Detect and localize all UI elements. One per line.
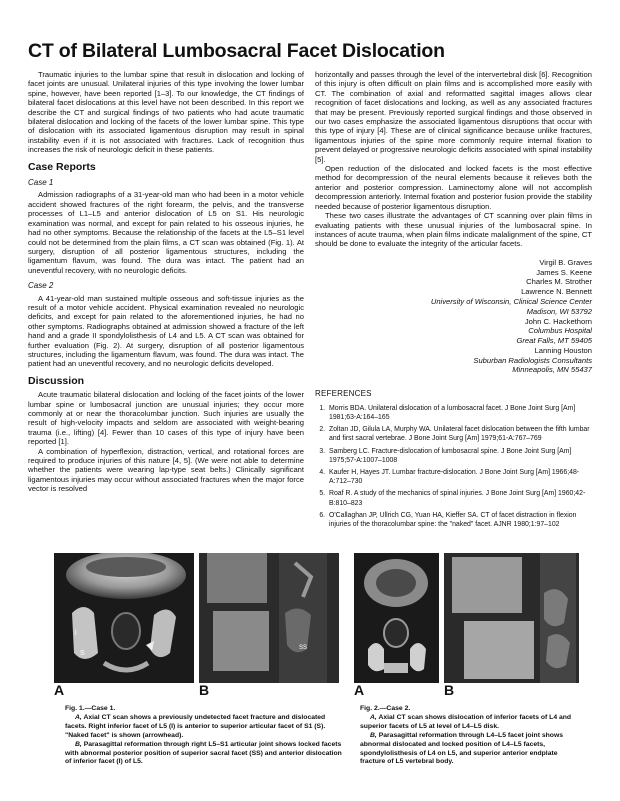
affiliation-city: Minneapolis, MN 55437 (512, 365, 592, 375)
reference-item: 4. Kaufer H, Hayes JT. Lumbar fracture-dislocation. J Bone Joint Surg [Am] 1966;48-A:712–730 (327, 468, 592, 486)
affiliation: University of Wisconsin, Clinical Science Center (430, 296, 592, 306)
discussion-paragraph-3: horizontally and passes through the level of the intervertebral disk [6]. Recognition of this injury is often difficult on plain films and is accomplished more easily with CT. The combination of axial and reformatted sagittal images allows clear recognition of facet dislocations and locking, as well as any associated fractures that may be present. Previously reported surgical findings and those observed in our two cases emphasize the associated ligamentous disruptions that occur with this type of injury [4]. These are of clinical significance because unlike fractures, ligamentous injuries of the spine more commonly require internal fixation to prevent delayed or progressive neurologic deficits associated with spinal instability [5]. (315, 70, 592, 164)
discussion-paragraph-2: A combination of hyperflexion, distraction, vertical, and rotational forces are required to produce injuries of this nature [4, 5]. (We were not able to determine whether the patients were wearing lap-type seat belts.) Clinically significant ligamentous injuries may occur without associated fractures when the major force vector is resolved (28, 446, 304, 494)
figure1-panel-a-label: A (54, 682, 65, 698)
author-signature (315, 258, 592, 376)
figure2b-sagittal-ct-image (444, 553, 579, 683)
reference-item: 3. Samberg LC. Fracture-dislocation of lumbosacral spine. J Bone Joint Surg [Am] 1975;57-A:1007–1008 (327, 447, 592, 465)
figure2-caption-title: Fig. 2.—Case 2. (360, 705, 411, 712)
figure1a-axial-ct-image (54, 553, 194, 683)
affiliation-city: Madison, WI 53792 (526, 306, 592, 316)
affiliation: Columbus Hospital (528, 326, 592, 336)
affiliation-city: Great Falls, MT 59405 (516, 336, 592, 346)
case1-heading: Case 1 (28, 178, 54, 188)
figure2a-axial-ct-image (354, 553, 439, 683)
figure2-caption-b: B, Parasagittal reformation through L4–L5 facet joint shows abnormal dislocated and locked position of L4–L5 facets, spondylolisthesis of L4 on L5, and superior anterior endplate fracture of L5 vertebral body. (360, 731, 564, 766)
author-name: Lawrence N. Bennett (521, 287, 592, 297)
case-reports-heading: Case Reports (28, 160, 96, 173)
discussion-paragraph-5: These two cases illustrate the advantages of CT scanning over plain films in evaluating patients with these unusual injuries of the lumbosacral spine. In instances of acute trauma, when plain films indicate malalignment of the spine, CT should be done to evaluate the integrity of the articular facets. (315, 211, 592, 249)
discussion-paragraph-1: Acute traumatic bilateral dislocation and locking of the facet joints of the lower lumbar spine or lumbosacral junction are unusual injuries; they occur more commonly at or near the thoracolumbar junction. Such injuries are usually the result of high-velocity impacts and seldom are associated with weight-bearing trauma (i.e., lifting) [4]. Fewer than 10 cases of this type of injury have been reported [1]. (28, 390, 304, 447)
figure1-caption-a: A, Axial CT scan shows a previously undetected facet fracture and dislocated facets. Right inferior facet of L5 (I) is anterior to superior articular facet of S1 (S). "Naked facet" is shown (arrowhead). (65, 713, 326, 739)
references-heading: REFERENCES (315, 389, 372, 399)
left-column (28, 70, 304, 494)
article-title: CT of Bilateral Lumbosacral Facet Dislocation (28, 40, 445, 62)
discussion-paragraph-4: Open reduction of the dislocated and locked facets is the most effective method for decompression of the neural elements because it relieves both the anterior and posterior compression. Laminectomy alone will not accomplish decompression anteriorly. Internal fixation and posterior fusion provide the stability needed because of posterior ligamentous disruption. (315, 164, 592, 211)
case1-paragraph: Admission radiographs of a 31-year-old man who had been in a motor vehicle accident showed fractures of the right forearm, the pelvis, and the transverse processes of L1–L5 and anterior dislocation of L5 on S1. His neurologic examination was normal, and except for pain related to his osseous injuries, he had no other symptoms. Because the relationship of the facets at the L5–S1 level could not be determined from the plain films, a CT scan was obtained (Fig. 1). At surgery, disruption of all posterior ligamentous structures, including the ligamentum flavum, was found. The dura was intact. The patient had an uneventful recovery, with no neurologic deficits. (28, 190, 304, 275)
author-name: John C. Hackethorn (524, 316, 592, 326)
figure1-caption (65, 705, 343, 767)
author-name: Virgil B. Graves (539, 257, 592, 267)
reference-item: 5. Roaf R. A study of the mechanics of spinal injuries. J Bone Joint Surg [Am] 1960;42-B:810–823 (327, 489, 592, 507)
figure1-caption-title: Fig. 1.—Case 1. (65, 705, 116, 712)
reference-item: 6. O'Callaghan JP, Ullrich CG, Yuan HA, Kieffer SA. CT of facet distraction in flexion injuries of the thoracolumbar spine: the "naked" facet. AJNR 1980;1:97–102 (327, 511, 592, 529)
figure1b-sagittal-ct-image (199, 553, 339, 683)
figure-label-l: l (75, 630, 77, 637)
figure2-panel-a-label: A (354, 682, 365, 698)
author-name: James S. Keene (536, 267, 592, 277)
figure-label-ss: SS (299, 645, 308, 651)
figure2-panel-b-label: B (444, 682, 455, 698)
discussion-heading: Discussion (28, 374, 85, 387)
figure1-panel-b-label: B (199, 682, 210, 698)
figure2-caption (360, 705, 582, 767)
figure2-caption-a: A, Axial CT scan shows dislocation of inferior facets of L4 and superior facets of L5 at level of L4–L5 disk. (360, 713, 572, 730)
figure1-caption-b: B, Parasagittal reformation through right L5–S1 articular joint shows locked facets with abnormal posterior position of superior sacral facet (SS) and anterior dislocation of inferior facet (I) of L5. (65, 740, 342, 766)
author-name: Lanning Houston (534, 345, 592, 355)
intro-paragraph: Traumatic injuries to the lumbar spine that result in dislocation and locking of facet joints are unusual. Unilateral injuries of this type involving the lower lumbar spine, however, have been reported [1–3]. To our knowledge, the CT findings of bilateral facet dislocations at this level have not been described. In this report we describe the CT and surgical findings of two patients who had acute traumatic bilateral dislocation and locking of the facets of the lower lumbar spine. This type of dislocation with its associated ligamentous disruption may result in spinal instability even if it is not associated with fractures. Lack of recognition thus increases the risk of neurologic deficit in these patients. (28, 70, 304, 155)
right-column (315, 70, 592, 532)
affiliation: Suburban Radiologists Consultants (473, 355, 592, 365)
reference-item: 2. Zoltan JD, Gilula LA, Murphy WA. Unilateral facet dislocation between the fifth lumbar and first sacral vertebrae. J Bone Joint Surg [Am] 1979;61-A:767–769 (327, 425, 592, 443)
case2-paragraph: A 41-year-old man sustained multiple osseous and soft-tissue injuries as the result of a motor vehicle accident. Physical examination revealed no neurologic deficits, and except for pain related to the aforementioned injuries, he had no other symptoms. Radiographs obtained at admission showed a fracture of the left hand and a grade II spondylolisthesis of L4 and L5. A CT scan was obtained for further evaluation (Fig. 2). At surgery, disruption of all posterior ligamentous structures, including the ligamentum flavum, was found. The dura was intact. The patient had an uneventful recovery, and no neurologic deficits developed. (28, 293, 304, 369)
references-list (315, 404, 592, 529)
author-name: Charles M. Strother (526, 277, 592, 287)
case2-heading: Case 2 (28, 281, 54, 291)
reference-item: 1. Morris BDA. Unilateral dislocation of a lumbosacral facet. J Bone Joint Surg [Am] 1981;63-A:164–165 (327, 404, 592, 422)
figure-label-s: S (80, 650, 85, 657)
